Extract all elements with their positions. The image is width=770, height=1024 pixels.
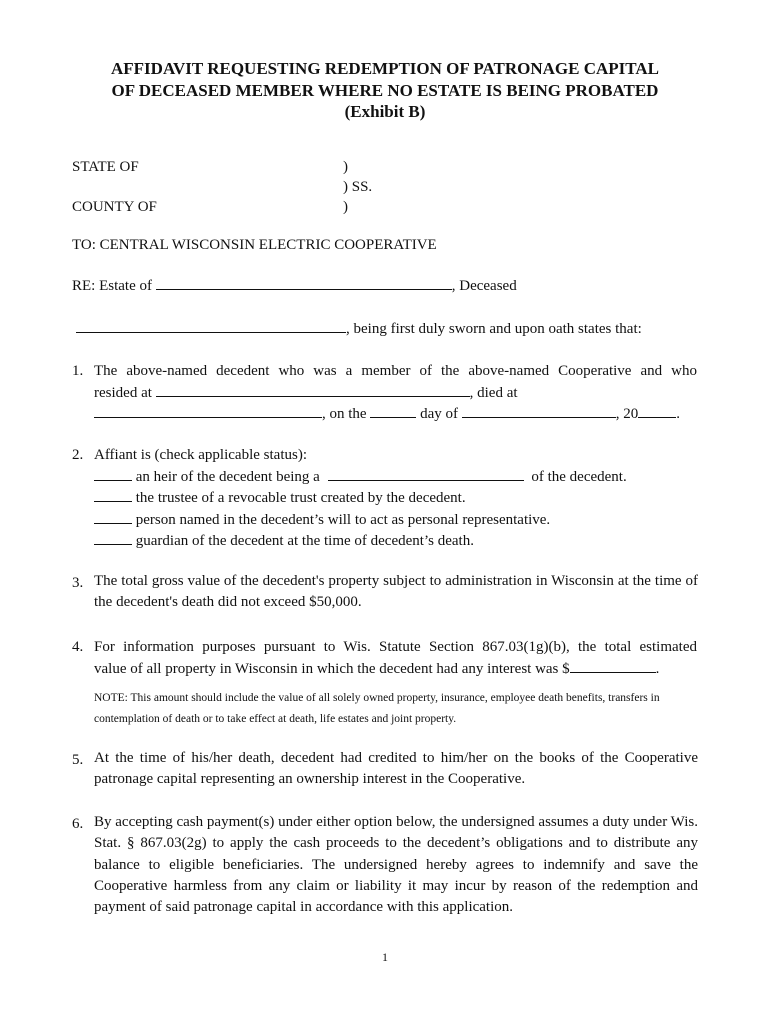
representative-check-field[interactable] [94, 510, 132, 524]
county-label: COUNTY OF [72, 199, 157, 215]
item-3-text: The total gross value of the decedent's property subject to administration in Wisconsin at the time of the decedent's death did not exceed $50,000. [94, 573, 698, 611]
trustee-check-field[interactable] [94, 488, 132, 502]
residence-field[interactable] [156, 383, 470, 397]
item-4-number: 4. [72, 639, 84, 655]
representative-label: person named in the decedent’s will to act as personal representative. [135, 512, 551, 528]
heir-relationship-field[interactable] [328, 467, 524, 481]
heir-check-field[interactable] [94, 467, 132, 481]
estate-line [72, 276, 517, 295]
died-at-label: , died at [469, 385, 518, 401]
estate-name-field[interactable] [156, 276, 452, 290]
death-year-field[interactable] [638, 404, 676, 418]
death-day-field[interactable] [370, 404, 416, 418]
item-1-line-2 [94, 383, 518, 402]
heir-label: an heir of the decedent being a [135, 469, 320, 485]
status-option-guardian [94, 531, 474, 550]
affiant-name-field[interactable] [76, 319, 346, 333]
item-4-period: . [655, 661, 660, 677]
heir-suffix: of the decedent. [531, 469, 627, 485]
item-1-line-3 [94, 404, 680, 423]
affiant-line [76, 319, 642, 338]
item-4-value-label: value of all property in Wisconsin in which the decedent had any interest was $ [94, 661, 570, 677]
document-title-line-1: AFFIDAVIT REQUESTING REDEMPTION OF PATRONAGE CAPITAL [111, 59, 659, 78]
item-1-number: 1. [72, 363, 84, 379]
on-the-label: , on the [322, 406, 367, 422]
resided-at-label: resided at [94, 385, 152, 401]
venue-paren-top: ) [343, 159, 348, 175]
page-number: 1 [382, 950, 388, 964]
trustee-label: the trustee of a revocable trust created by the decedent. [135, 490, 466, 506]
estimated-value-field[interactable] [570, 659, 656, 673]
item-1-line-1: The above-named decedent who was a member of the above-named Cooperative and who [94, 363, 697, 379]
document-title-line-2: OF DECEASED MEMBER WHERE NO ESTATE IS BEING PROBATED [111, 81, 659, 100]
venue-paren-bottom: ) [343, 199, 348, 215]
estate-label: RE: Estate of [72, 278, 152, 294]
death-place-field[interactable] [94, 404, 322, 418]
deceased-label: , Deceased [451, 278, 517, 294]
addressee-line: TO: CENTRAL WISCONSIN ELECTRIC COOPERATIVE [72, 237, 437, 253]
item-5-number: 5. [72, 752, 84, 768]
status-option-representative [94, 510, 550, 529]
sworn-statement: , being first duly sworn and upon oath states that: [346, 321, 642, 337]
guardian-label: guardian of the decedent at the time of decedent’s death. [135, 533, 474, 549]
status-option-heir [94, 467, 627, 486]
item-1-period: . [676, 406, 680, 422]
item-4-note: NOTE: This amount should include the value of all solely owned property, insurance, employee death benefits, transfers in contemplation of death or to take effect at death, life estates and joint property. [94, 692, 660, 725]
document-title-exhibit: (Exhibit B) [344, 102, 426, 121]
item-2-intro: Affiant is (check applicable status): [94, 447, 307, 463]
item-5-text: At the time of his/her death, decedent had credited to him/her on the books of the Cooperative patronage capital representing an ownership interest in the Cooperative. [94, 750, 698, 788]
state-label: STATE OF [72, 159, 139, 175]
year-prefix: , 20 [615, 406, 639, 422]
venue-ss: ) SS. [343, 179, 373, 195]
death-month-field[interactable] [462, 404, 616, 418]
item-6-number: 6. [72, 816, 84, 832]
day-of-label: day of [420, 406, 458, 422]
guardian-check-field[interactable] [94, 531, 132, 545]
item-4-line-2 [94, 659, 659, 678]
item-4-line-1: For information purposes pursuant to Wis. Statute Section 867.03(1g)(b), the total estimated [94, 639, 697, 655]
item-2-number: 2. [72, 447, 84, 463]
status-option-trustee [94, 488, 466, 507]
item-3-number: 3. [72, 575, 84, 591]
item-6-text: By accepting cash payment(s) under either option below, the undersigned assumes a duty under Wis. Stat. § 867.03(2g) to apply the cash proceeds to the decedent’s obligations and to distribute any balance to eligible beneficiaries. The undersigned hereby agrees to indemnify and save the Cooperative harmless from any claim or liability it may incur by reason of the redemption and payment of said patronage capital in accordance with this application. [94, 814, 698, 916]
